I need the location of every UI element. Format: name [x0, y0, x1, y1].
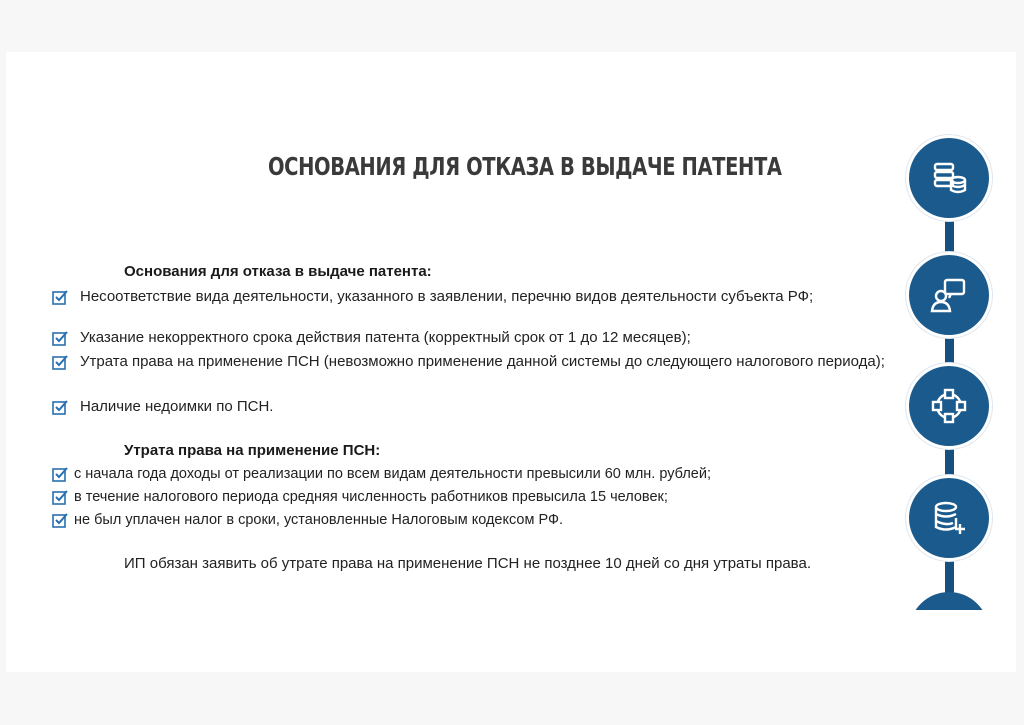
checkbox-checked-icon	[52, 399, 68, 415]
checkbox-checked-icon	[52, 330, 68, 346]
partial-circle-decoration	[909, 592, 989, 610]
list-item-text: Утрата права на применение ПСН (невозможно применение данной системы до следующего налогового периода);	[80, 353, 885, 370]
list-item-text: Наличие недоимки по ПСН.	[80, 398, 274, 415]
list-item-text: с начала года доходы от реализации по всем видам деятельности превысили 60 млн. рублей;	[74, 466, 711, 482]
list-item-text: Несоответствие вида деятельности, указанного в заявлении, перечню видов деятельности субъекта РФ;	[80, 288, 814, 305]
list-item	[52, 352, 892, 392]
section-heading-loss: Утрата права на применение ПСН:	[124, 442, 381, 459]
note-paragraph: ИП обязан заявить об утрате права на применение ПСН не позднее 10 дней со дня утраты права.	[124, 555, 811, 572]
list-item	[52, 287, 892, 327]
section-heading-refusal: Основания для отказа в выдаче патента:	[124, 263, 432, 280]
checkbox-checked-icon	[52, 512, 68, 528]
list-item-text: Указание некорректного срока действия патента (корректный срок от 1 до 12 месяцев);	[80, 329, 691, 346]
list-item-text: не был уплачен налог в сроки, установленные Налоговым кодексом РФ.	[74, 512, 564, 528]
checkbox-checked-icon	[52, 289, 68, 305]
checkbox-checked-icon	[52, 466, 68, 482]
checkbox-checked-icon	[52, 354, 68, 370]
list-item-text: в течение налогового периода средняя численность работников превысила 15 человек;	[74, 489, 668, 505]
checkbox-checked-icon	[52, 489, 68, 505]
network-nodes-icon	[909, 366, 989, 446]
database-add-icon	[909, 478, 989, 558]
page-title: ОСНОВАНИЯ ДЛЯ ОТКАЗА В ВЫДАЧЕ ПАТЕНТА	[268, 152, 782, 181]
user-presentation-icon	[909, 255, 989, 335]
coins-stack-icon	[909, 138, 989, 218]
